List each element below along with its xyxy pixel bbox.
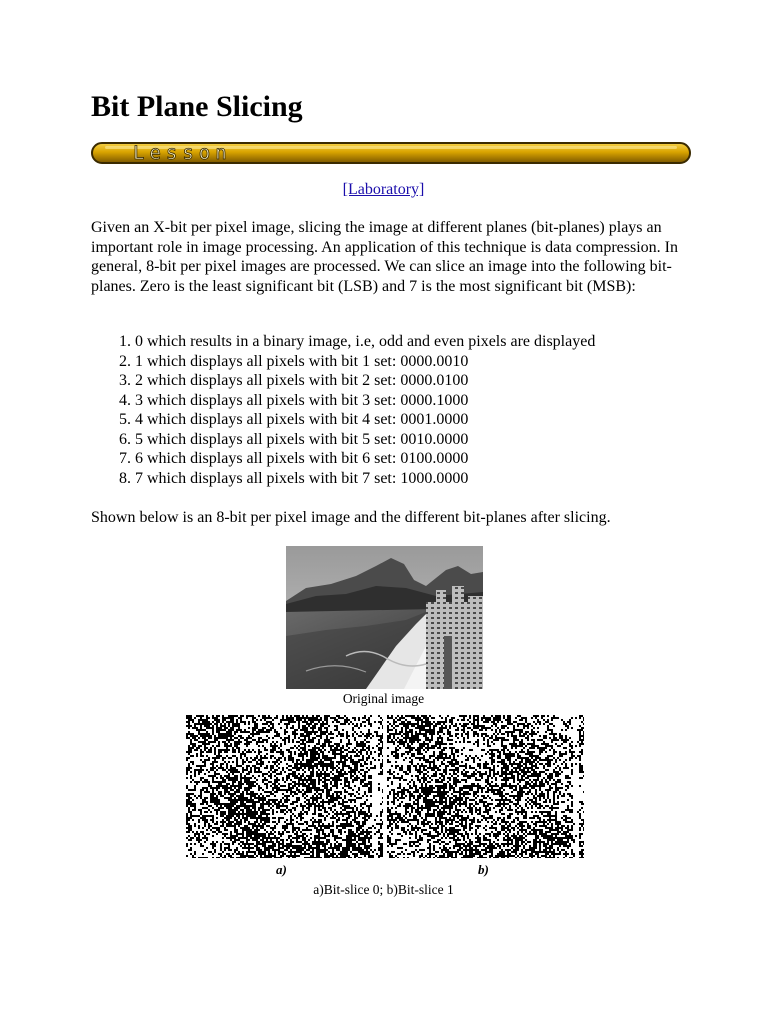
bit-slice-1-image bbox=[387, 715, 584, 858]
list-item: 7. 6 which displays all pixels with bit 6 set: 0100.0000 bbox=[135, 449, 695, 469]
original-image bbox=[286, 546, 483, 689]
label-a: a) bbox=[276, 862, 287, 877]
bit-slices-caption: a)Bit-slice 0; b)Bit-slice 1 bbox=[313, 882, 454, 897]
list-item: 8. 7 which displays all pixels with bit 7 set: 1000.0000 bbox=[135, 469, 695, 489]
list-item: 5. 4 which displays all pixels with bit 4 set: 0001.0000 bbox=[135, 410, 695, 430]
bit-plane-list bbox=[91, 332, 695, 488]
intro-paragraph: Given an X-bit per pixel image, slicing the image at different planes (bit-planes) plays an important role in image processing. An application of this technique is data compression. In general, 8-bit per pixel images are processed. We can slice an image into the following bit-planes. Zero is the least significant bit (LSB) and 7 is the most significant bit (MSB): bbox=[91, 219, 678, 295]
list-item: 6. 5 which displays all pixels with bit 5 set: 0010.0000 bbox=[135, 430, 695, 450]
list-item: 2. 1 which displays all pixels with bit 1 set: 0000.0010 bbox=[135, 352, 695, 372]
list-item: 1. 0 which results in a binary image, i.e, odd and even pixels are displayed bbox=[135, 332, 695, 352]
laboratory-link[interactable]: [Laboratory] bbox=[342, 181, 425, 198]
list-item: 4. 3 which displays all pixels with bit 3 set: 0000.1000 bbox=[135, 391, 695, 411]
lesson-banner bbox=[91, 142, 691, 164]
laboratory-link-row bbox=[91, 180, 676, 200]
label-b: b) bbox=[478, 862, 489, 877]
original-image-caption: Original image bbox=[342, 691, 425, 706]
banner-text: Lesson bbox=[133, 142, 232, 164]
page-title: Bit Plane Slicing bbox=[91, 90, 303, 123]
bit-slice-0-image bbox=[186, 715, 383, 858]
shown-below-paragraph: Shown below is an 8-bit per pixel image and the different bit-planes after slicing. bbox=[91, 509, 611, 526]
list-item: 3. 2 which displays all pixels with bit 2 set: 0000.0100 bbox=[135, 371, 695, 391]
